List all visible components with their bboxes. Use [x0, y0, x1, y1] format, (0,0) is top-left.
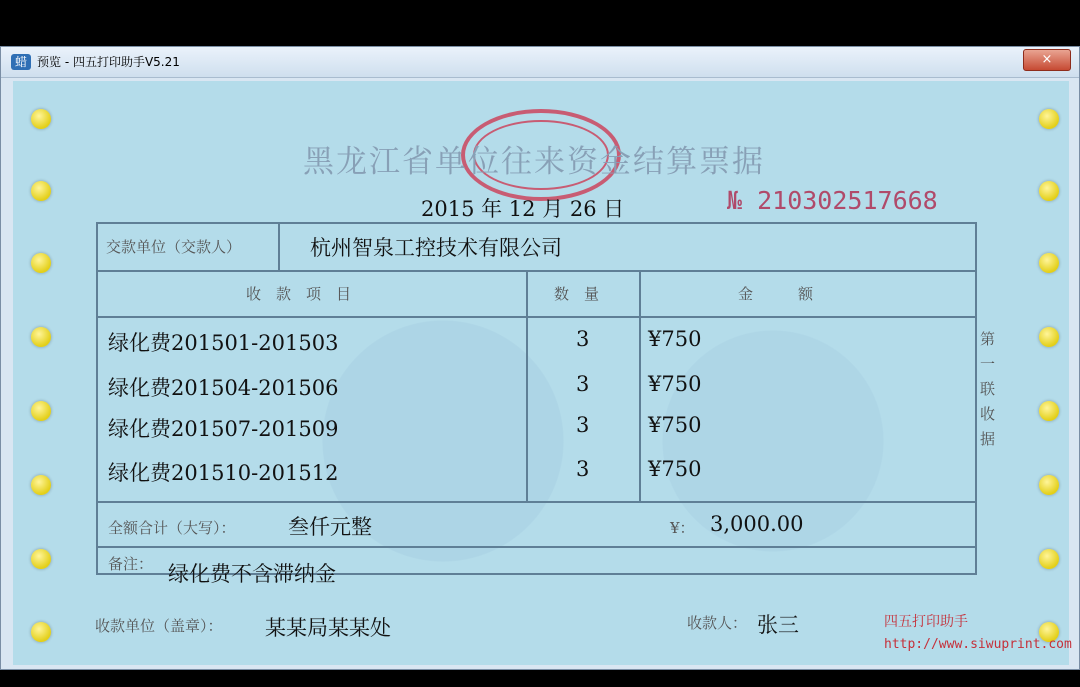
row-amount: ¥750	[648, 372, 702, 396]
receipt-title: 黑龙江省单位往来资金结算票据	[303, 144, 765, 180]
payee-label: 收款人：	[687, 614, 748, 632]
perforation-hole	[1039, 327, 1059, 347]
payer-value: 杭州智泉工控技术有限公司	[310, 236, 562, 260]
perforation-hole	[31, 253, 51, 273]
preview-window	[0, 46, 1080, 670]
perforation-hole	[31, 181, 51, 201]
perforation-hole	[31, 475, 51, 495]
perforation-hole	[1039, 181, 1059, 201]
perforation-hole	[1039, 253, 1059, 273]
watermark-brand: 四五打印助手	[884, 614, 968, 630]
close-button[interactable]: ×	[1023, 49, 1071, 71]
app-icon: 蜡	[11, 54, 31, 70]
receipt-paper	[13, 81, 1069, 665]
perforation-hole	[31, 622, 51, 642]
row-item: 绿化费201501-201503	[108, 331, 339, 355]
perforation-hole	[31, 109, 51, 129]
total-amount: 3,000.00	[710, 512, 804, 536]
row-quantity: 3	[576, 372, 590, 396]
perforation-hole	[1039, 401, 1059, 421]
row-quantity: 3	[576, 327, 590, 351]
row-amount: ¥750	[648, 457, 702, 481]
copy-label: 第一联收据	[978, 331, 996, 456]
perforation-hole	[1039, 109, 1059, 129]
payer-label: 交款单位（交款人）	[106, 238, 242, 256]
total-words: 叁仟元整	[288, 515, 372, 539]
serial-number: № 210302517668	[727, 186, 938, 215]
payee-value: 张三	[757, 613, 799, 637]
item-header: 收 款 项 目	[246, 285, 352, 303]
perforation-hole	[31, 401, 51, 421]
total-currency-label: ¥：	[670, 519, 695, 537]
quantity-header: 数 量	[554, 285, 600, 303]
row-amount: ¥750	[648, 327, 702, 351]
receipt-date: 2015 年 12 月 26 日	[421, 197, 625, 221]
perforation-hole	[1039, 475, 1059, 495]
remark-value: 绿化费不含滞纳金	[168, 562, 336, 586]
receipt-table	[96, 222, 977, 586]
perforation-hole	[31, 549, 51, 569]
row-quantity: 3	[576, 413, 590, 437]
row-item: 绿化费201510-201512	[108, 461, 339, 485]
perforation-hole	[31, 327, 51, 347]
window-title: 预览 - 四五打印助手V5.21	[37, 55, 180, 69]
row-amount: ¥750	[648, 413, 702, 437]
remark-label: 备注：	[108, 555, 154, 573]
payee-unit-label: 收款单位（盖章）：	[95, 617, 223, 635]
row-quantity: 3	[576, 457, 590, 481]
perforation-hole	[1039, 549, 1059, 569]
amount-header: 金 额	[738, 285, 814, 303]
watermark-url: http://www.siwuprint.com	[884, 637, 1072, 652]
row-item: 绿化费201504-201506	[108, 376, 339, 400]
payee-unit-value: 某某局某某处	[265, 616, 391, 640]
title-bar	[1, 47, 1079, 78]
total-label: 全额合计（大写）：	[108, 519, 236, 537]
row-item: 绿化费201507-201509	[108, 417, 339, 441]
